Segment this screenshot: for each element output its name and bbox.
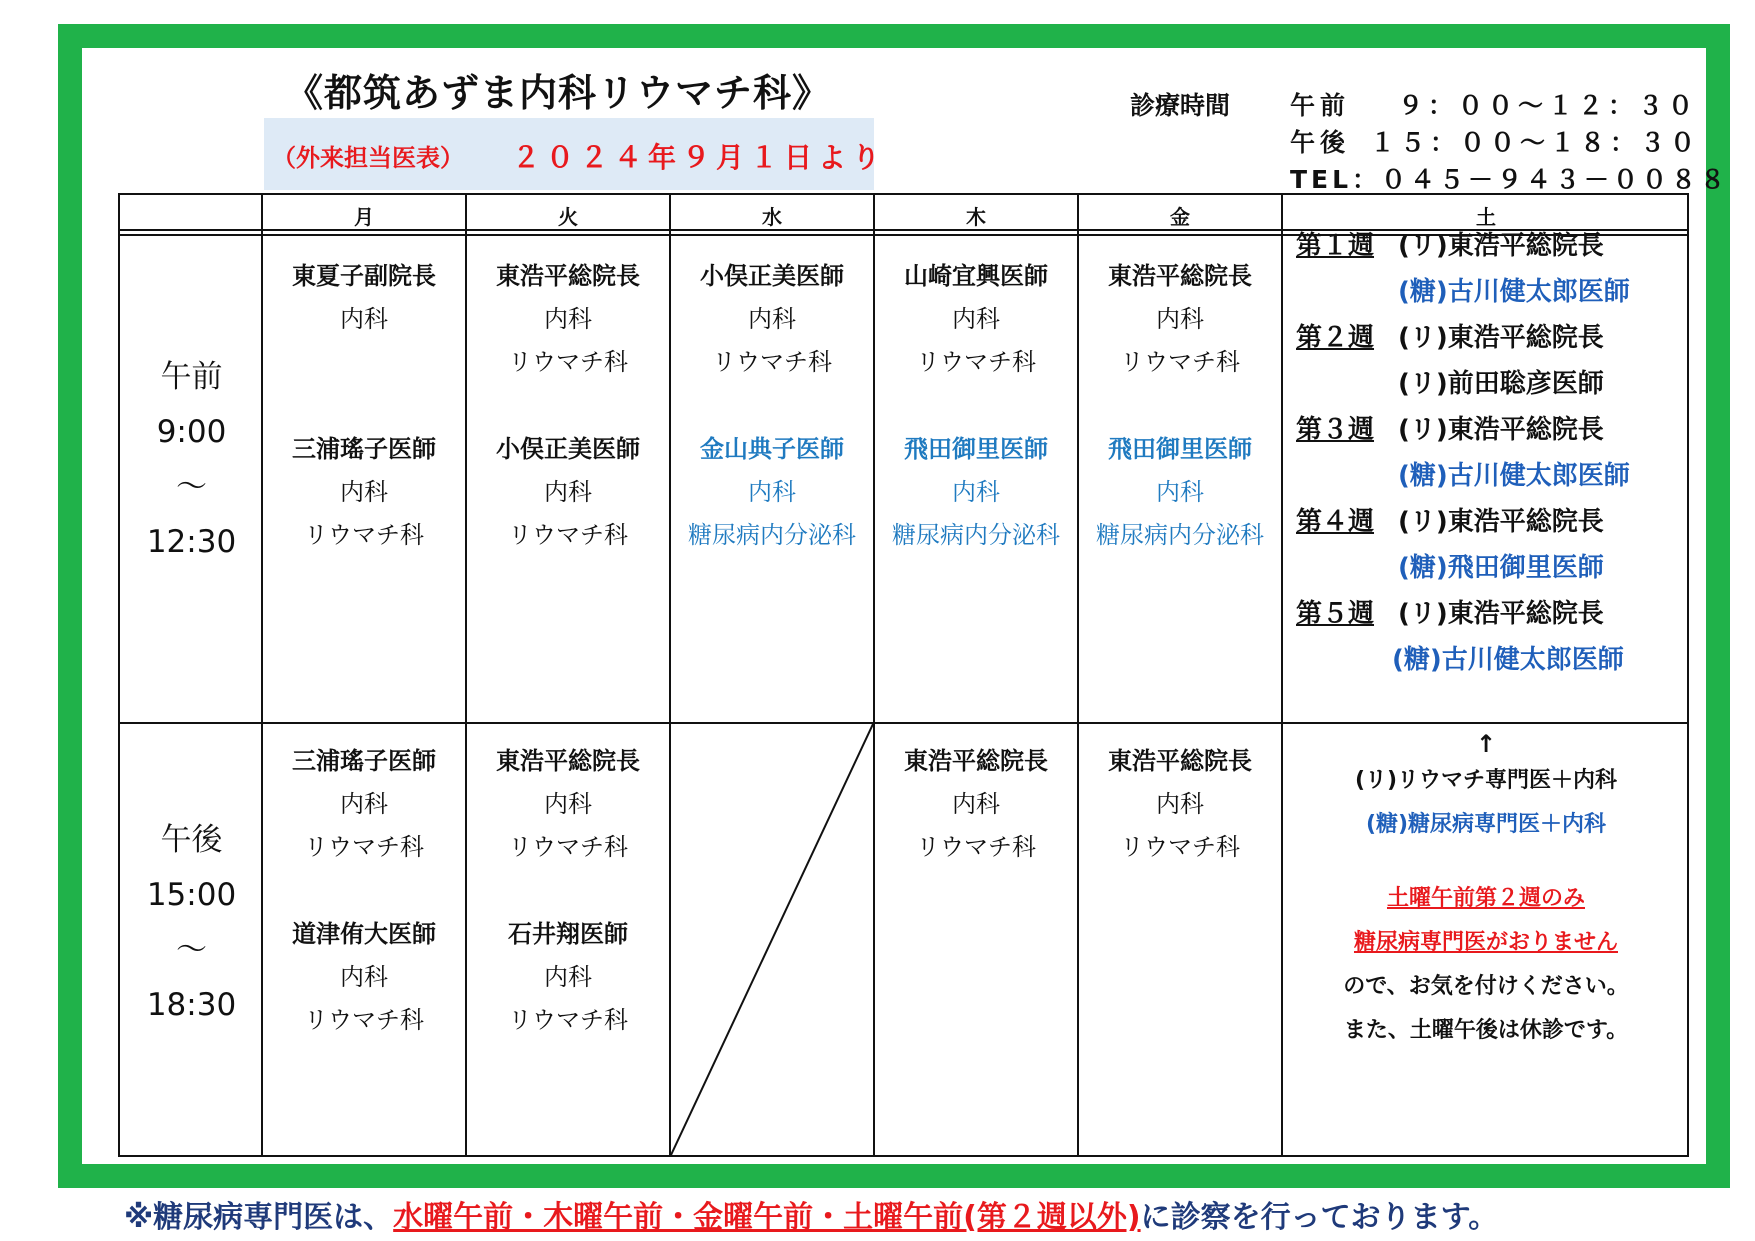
- day-header-mon: 月: [354, 205, 374, 229]
- am-fri-cell: [1079, 255, 1281, 557]
- pm-tue-cell: [467, 740, 669, 1042]
- closed-diagonal-line: [671, 724, 873, 1155]
- sat-week-3: 第３週: [1296, 415, 1375, 445]
- sat-week-4-doctor-2: (糖)飛田御里医師: [1398, 553, 1604, 583]
- sat-week-1-doctor: (リ)東浩平総院長: [1398, 231, 1604, 261]
- hours-label: 診療時間: [1130, 91, 1231, 120]
- specialty: 内科: [748, 305, 796, 333]
- legend-ri: (リ)リウマチ専門医＋内科: [1354, 768, 1618, 793]
- notice-line-2: 糖尿病専門医がおりません: [1353, 930, 1618, 955]
- am-time-label: 午前 9:00 ～ 12:30: [146, 359, 237, 560]
- specialty: 内科: [952, 478, 1000, 506]
- specialty: リウマチ科: [1120, 348, 1240, 376]
- specialty: 内科: [1156, 478, 1204, 506]
- notice-line-1: 土曜午前第２週のみ: [1386, 886, 1585, 911]
- up-arrow-icon: ↑: [1475, 730, 1497, 758]
- am-pm-divider: [120, 722, 1687, 724]
- specialty: リウマチ科: [916, 833, 1036, 861]
- specialty: 内科: [340, 963, 388, 991]
- specialty: リウマチ科: [304, 521, 424, 549]
- am-wed-cell: [671, 255, 873, 557]
- subtitle-label: （外来担当医表）: [272, 144, 464, 172]
- specialty: リウマチ科: [916, 348, 1036, 376]
- doctor-name: 東浩平総院長: [496, 262, 640, 290]
- specialty: 内科: [952, 790, 1000, 818]
- day-header-sat: 土: [1476, 205, 1496, 229]
- sat-week-4-doctor: (リ)東浩平総院長: [1398, 507, 1604, 537]
- sat-week-3-doctor: (リ)東浩平総院長: [1398, 415, 1604, 445]
- specialty: 内科: [340, 478, 388, 506]
- sat-week-2: 第２週: [1296, 323, 1375, 353]
- sat-week-2-doctor-2: (リ)前田聡彦医師: [1398, 369, 1604, 399]
- schedule-table: [118, 193, 1689, 1157]
- doctor-name: 道津侑大医師: [292, 920, 436, 948]
- sat-week-5: 第５週: [1296, 599, 1375, 629]
- day-header-tue: 火: [558, 205, 578, 229]
- sat-week-3-doctor-2: (糖)古川健太郎医師: [1398, 461, 1630, 491]
- doctor-name: 東浩平総院長: [1108, 747, 1252, 775]
- specialty: 糖尿病内分泌科: [1096, 521, 1264, 549]
- footer-prefix: ※糖尿病専門医は、: [124, 1200, 394, 1235]
- pm-hours: １５：００～１８：３０: [1370, 128, 1701, 157]
- notice-line-3: ので、お気を付けください。: [1343, 974, 1629, 999]
- am-mon-cell: [263, 255, 465, 557]
- specialty: 内科: [544, 790, 592, 818]
- doctor-name: 金山典子医師: [700, 435, 844, 463]
- specialty: 内科: [340, 305, 388, 333]
- specialty: リウマチ科: [508, 348, 628, 376]
- doctor-name: 飛田御里医師: [1108, 435, 1252, 463]
- day-header-wed: 水: [762, 205, 782, 229]
- doctor-name: 小俣正美医師: [496, 435, 640, 463]
- specialty: 糖尿病内分泌科: [892, 521, 1060, 549]
- am-label: 午前: [1290, 91, 1351, 120]
- footer-highlight: 水曜午前・木曜午前・金曜午前・土曜午前(第２週以外): [393, 1200, 1141, 1235]
- day-header-thu: 木: [966, 205, 986, 229]
- doctor-name: 東浩平総院長: [904, 747, 1048, 775]
- doctor-name: 飛田御里医師: [904, 435, 1048, 463]
- col-divider: [1281, 195, 1283, 1155]
- specialty: リウマチ科: [304, 833, 424, 861]
- specialty: 糖尿病内分泌科: [688, 521, 856, 549]
- day-header-fri: 金: [1170, 205, 1190, 229]
- pm-time-label: 午後 15:00 ～ 18:30: [146, 822, 237, 1023]
- pm-thu-cell: [875, 740, 1077, 869]
- specialty: 内科: [340, 790, 388, 818]
- specialty: 内科: [952, 305, 1000, 333]
- specialty: 内科: [1156, 305, 1204, 333]
- specialty: 内科: [1156, 790, 1204, 818]
- am-thu-cell: [875, 255, 1077, 557]
- doctor-name: 東夏子副院長: [292, 262, 436, 290]
- specialty: リウマチ科: [712, 348, 832, 376]
- pm-label: 午後: [1290, 128, 1351, 157]
- doctor-name: 三浦瑤子医師: [292, 435, 436, 463]
- specialty: リウマチ科: [1120, 833, 1240, 861]
- footer-note: [124, 1192, 1498, 1236]
- am-hours: ９：００～１２：３０: [1398, 91, 1699, 120]
- sat-week-5-doctor-2: (糖)古川健太郎医師: [1392, 645, 1624, 675]
- sat-week-1: 第１週: [1296, 231, 1375, 261]
- sat-week-1-doctor-2: (糖)古川健太郎医師: [1398, 277, 1630, 307]
- specialty: リウマチ科: [508, 1006, 628, 1034]
- specialty: リウマチ科: [304, 1006, 424, 1034]
- sat-week-2-doctor: (リ)東浩平総院長: [1398, 323, 1604, 353]
- legend-to: (糖)糖尿病専門医＋内科: [1365, 812, 1607, 837]
- pm-mon-cell: [263, 740, 465, 1042]
- doctor-name: 山崎宜興医師: [904, 262, 1048, 290]
- am-tue-cell: [467, 255, 669, 557]
- specialty: 内科: [748, 478, 796, 506]
- specialty: 内科: [544, 963, 592, 991]
- sat-week-4: 第４週: [1296, 507, 1375, 537]
- specialty: 内科: [544, 478, 592, 506]
- specialty: リウマチ科: [508, 521, 628, 549]
- notice-line-4: また、土曜午後は休診です。: [1343, 1018, 1629, 1043]
- footer-suffix: に診察を行っております。: [1140, 1200, 1499, 1235]
- doctor-name: 三浦瑤子医師: [292, 747, 436, 775]
- specialty: 内科: [544, 305, 592, 333]
- sat-week-5-doctor: (リ)東浩平総院長: [1398, 599, 1604, 629]
- clinic-title: 《都筑あずま内科リウマチ科》: [285, 71, 832, 115]
- doctor-name: 小俣正美医師: [700, 262, 844, 290]
- doctor-name: 石井翔医師: [508, 920, 628, 948]
- subtitle-date: ２０２４年９月１日より: [512, 141, 887, 174]
- specialty: リウマチ科: [508, 833, 628, 861]
- doctor-name: 東浩平総院長: [496, 747, 640, 775]
- pm-fri-cell: [1079, 740, 1281, 869]
- doctor-name: 東浩平総院長: [1108, 262, 1252, 290]
- tel: TEL：０４５－９４３－００８８: [1290, 165, 1730, 194]
